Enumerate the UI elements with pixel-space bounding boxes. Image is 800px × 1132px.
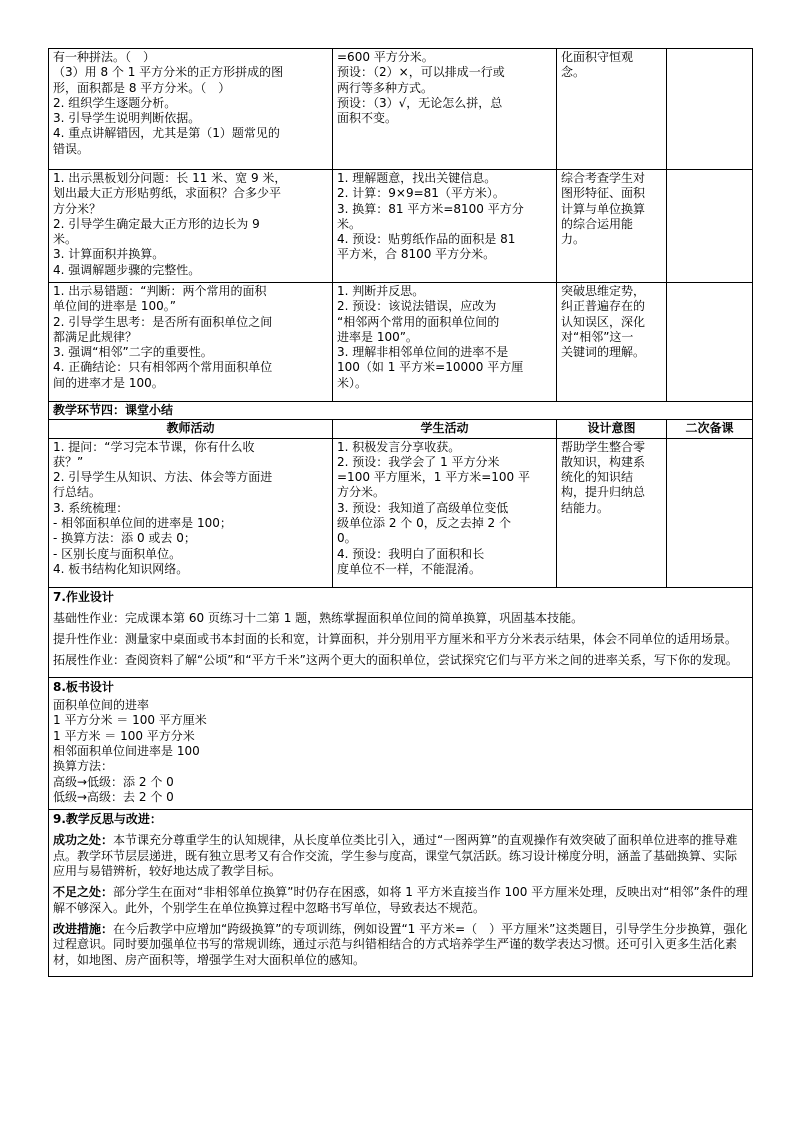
board-line: 面积单位间的进率 [53,698,150,713]
board-line: 相邻面积单位间进率是 100 [53,743,200,758]
section4-title: 教学环节四：课堂小结 [49,402,753,420]
homework-basic: 基础性作业：完成课本第 60 页练习十二第 1 题，熟练掌握面积单位间的简单换算，巩固基本技能。 [53,610,584,625]
column-header-row [49,420,753,438]
student-activity-cell: =600 平方分米。 预设：（2）×，可以排成一行或 两行等多种方式。 预设：（3）√，无论怎么拼，总 面积不变。 [333,49,557,170]
teacher-activity-cell: 1. 出示黑板划分问题：长 11 米、宽 9 米， 划出最大正方形贴剪纸，求面积？合多少平 方分米？ 2. 引导学生确定最大正方形的边长为 9 米。 3. 计算面积并换算。 4. 强调解题步骤的完整性。 [49,170,333,283]
header-teacher-activity: 教师活动 [49,420,333,438]
header-design-intent: 设计意图 [557,420,667,438]
board-line: 1 平方米 ＝ 100 平方分米 [53,728,195,743]
reflection-section [49,810,753,977]
activity-row [49,49,753,170]
header-student-activity: 学生活动 [333,420,557,438]
second-prep-cell [667,283,753,402]
improve-text: 在今后教学中应增加“跨级换算”的专项训练，例如设置“1 平方米=（ ）平方厘米”这类题目，引导学生分步换算，强化过程意识。同时要加强单位书写的常规训练，通过示范与纠错相结合的方式培养学生严谨的数学表达习惯。还可引入更多生活化素材，如地图、房产面积等，增强学生对大面积单位的感知。 [53,921,748,967]
design-intent-cell: 化面积守恒观 念。 [557,49,667,170]
teacher-activity-cell: 1. 提问：“学习完本节课，你有什么收 获？” 2. 引导学生从知识、方法、体会等方面进 行总结。 3. 系统梳理： - 相邻面积单位间的进率是 100； - 换算方法：添 0 或去 0； - 区别长度与面积单位。 4. 板书结构化知识网络。 [49,438,333,587]
teacher-activity-cell: 有一种拼法。（ ） （3）用 8 个 1 平方分米的正方形拼成的图 形，面积都是 8 平方分米。（ ） 2. 组织学生逐题分析。 3. 引导学生说明判断依据。 4. 重点讲解错因，尤其是第（1）题常见的 错误。 [49,49,333,170]
student-activity-cell: 1. 判断并反思。 2. 预设：该说法错误，应改为 “相邻两个常用的面积单位间的 进率是 100”。 3. 理解非相邻单位间的进率不是 100（如 1 平方米=10000 平方厘 米）。 [333,283,557,402]
homework-title: 7.作业设计 [53,589,114,604]
lesson-plan-table [48,48,753,977]
activity-row [49,438,753,587]
second-prep-cell [667,438,753,587]
design-intent-cell: 帮助学生整合零 散知识，构建系 统化的知识结 构，提升归纳总 结能力。 [557,438,667,587]
shortfall-label: 不足之处： [53,885,114,900]
homework-improve: 提升性作业：测量家中桌面或书本封面的长和宽，计算面积，并分别用平方厘米和平方分米表示结果，体会不同单位的适用场景。 [53,632,738,647]
board-section [49,677,753,809]
improve-label: 改进措施： [53,921,114,936]
header-second-prep: 二次备课 [667,420,753,438]
second-prep-cell [667,170,753,283]
teacher-activity-cell: 1. 出示易错题：“判断：两个常用的面积 单位间的进率是 100。” 2. 引导学生思考：是否所有面积单位之间 都满足此规律？ 3. 强调“相邻”二字的重要性。 4. 正确结论：只有相邻两个常用面积单位 间的进率才是 100。 [49,283,333,402]
activity-row [49,170,753,283]
board-title: 8.板书设计 [53,679,114,694]
board-line: 换算方法： [53,759,114,774]
design-intent-cell: 突破思维定势， 纠正普遍存在的 认知误区，深化 对“相邻”这一 关键词的理解。 [557,283,667,402]
board-line: 1 平方分米 ＝ 100 平方厘米 [53,713,207,728]
homework-extend: 拓展性作业：查阅资料了解“公顷”和“平方千米”这两个更大的面积单位，尝试探究它们与平方米之间的进率关系，写下你的发现。 [53,653,738,668]
reflection-cell [49,810,753,977]
student-activity-cell: 1. 理解题意，找出关键信息。 2. 计算：9×9=81（平方米）。 3. 换算：81 平方米=8100 平方分 米。 4. 预设：贴剪纸作品的面积是 81 平方米，合 8100 平方分米。 [333,170,557,283]
reflection-success [53,831,748,883]
homework-cell [49,587,753,677]
board-line: 高级→低级：添 2 个 0 [53,774,174,789]
success-text: 本节课充分尊重学生的认知规律，从长度单位类比引入，通过“一图两算”的直观操作有效突破了面积单位进率的推导难点。教学环节层层递进，既有独立思考又有合作交流，学生参与度高，课堂气氛活跃。练习设计梯度分明，涵盖了基础换算、实际应用与易错辨析，较好地达成了教学目标。 [53,833,738,879]
second-prep-cell [667,49,753,170]
design-intent-cell: 综合考查学生对 图形特征、面积 计算与单位换算 的综合运用能 力。 [557,170,667,283]
board-cell [49,677,753,809]
reflection-title: 9.教学反思与改进： [53,812,162,827]
reflection-shortfall [53,883,748,920]
homework-section [49,587,753,677]
section-title-row [49,402,753,420]
shortfall-text: 部分学生在面对“非相邻单位换算”时仍存在困惑，如将 1 平方米直接当作 100 平方厘米处理，反映出对“相邻”条件的理解不够深入。此外，个别学生在单位换算过程中忽略书写单位，导致表达不规范。 [53,885,748,915]
reflection-improve [53,920,748,972]
board-line: 低级→高级：去 2 个 0 [53,789,174,804]
success-label: 成功之处： [53,833,114,848]
activity-row [49,283,753,402]
student-activity-cell: 1. 积极发言分享收获。 2. 预设：我学会了 1 平方分米 =100 平方厘米，1 平方米=100 平 方分米。 3. 预设：我知道了高级单位变低 级单位添 2 个 0，反之去掉 2 个 0。 4. 预设：我明白了面积和长 度单位不一样，不能混淆。 [333,438,557,587]
